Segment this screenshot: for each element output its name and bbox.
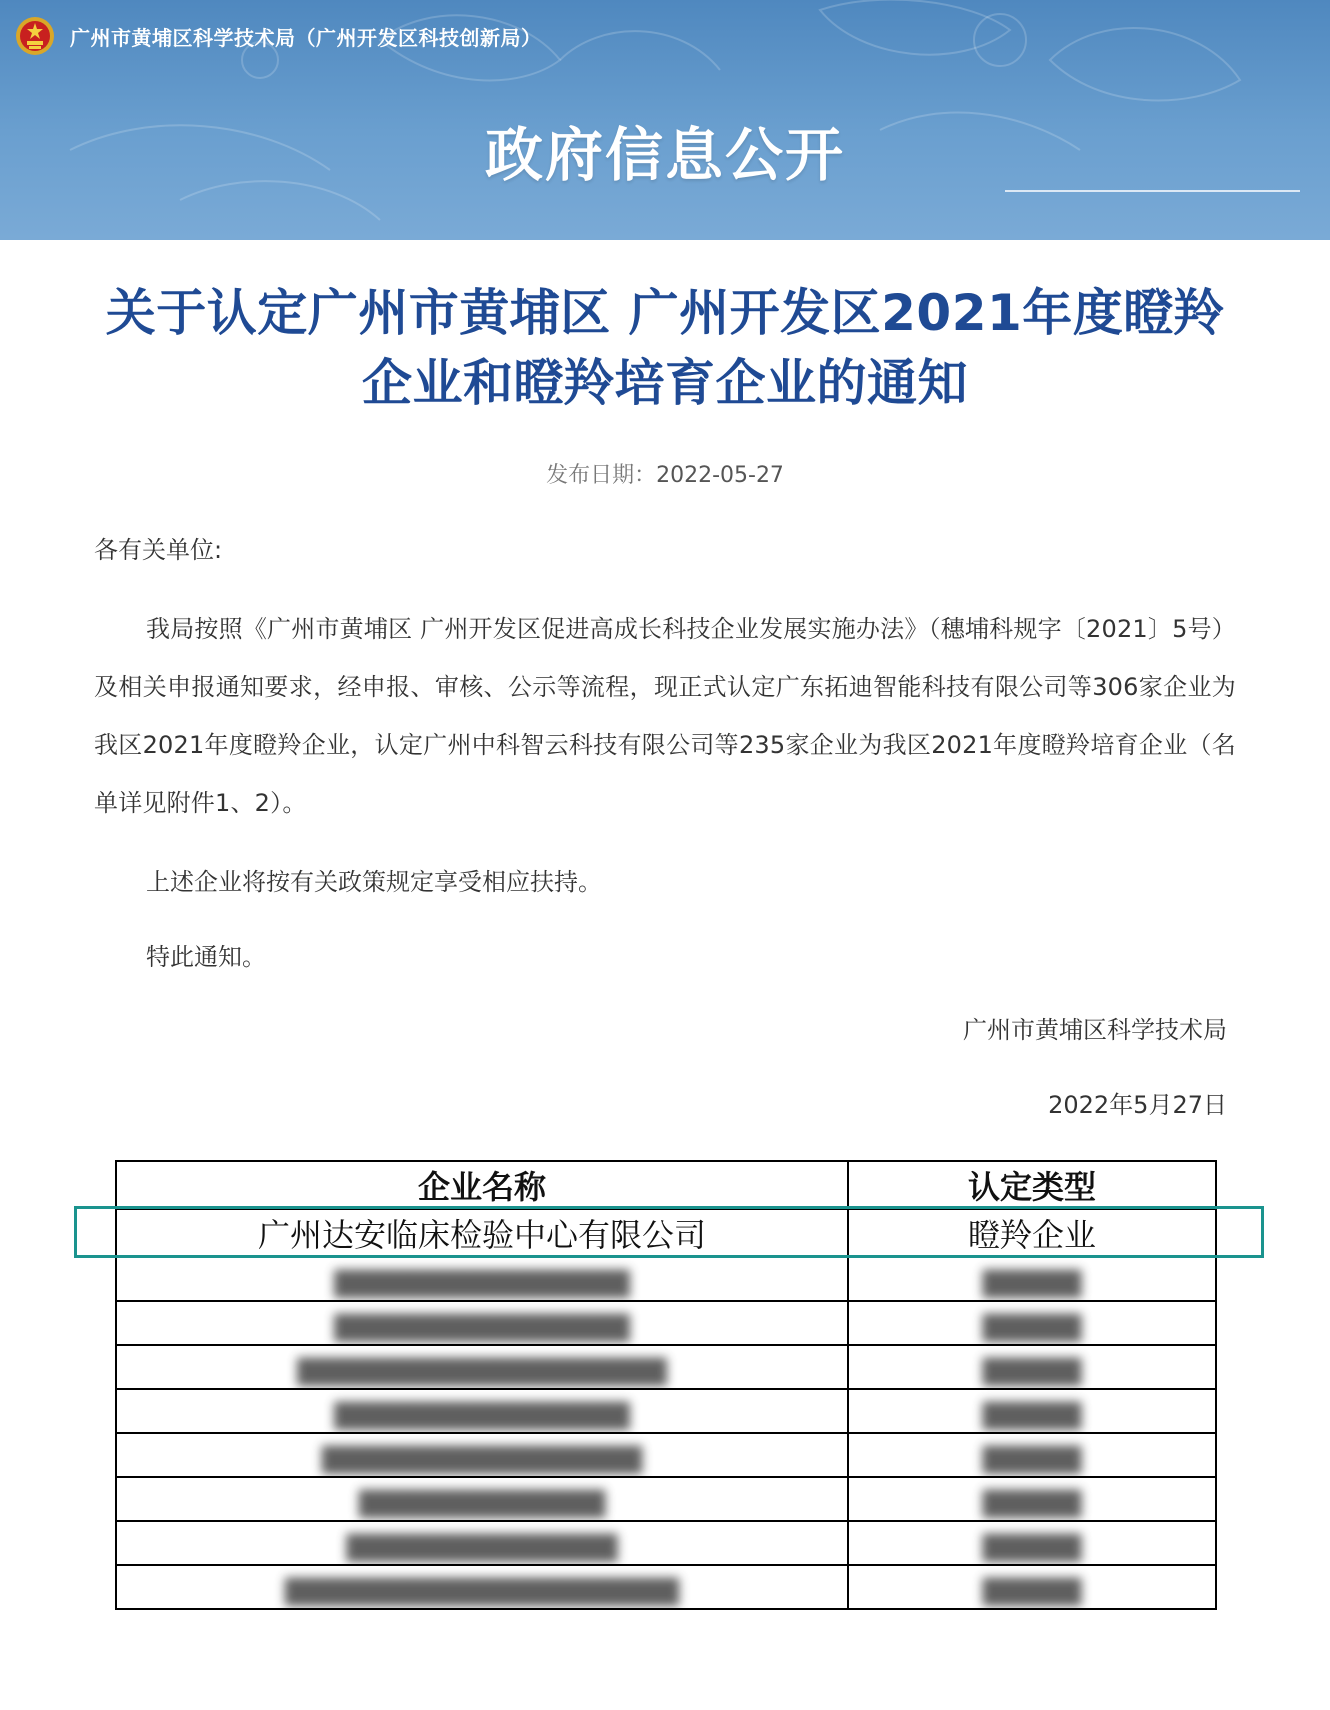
article-title	[60, 278, 1270, 418]
publish-date-value: 2022-05-27	[656, 463, 784, 488]
blurred-content: ▆▆▆▆	[982, 1568, 1082, 1606]
section-title: 政府信息公开	[484, 121, 845, 189]
article-title-line2: 企业和瞪羚培育企业的通知	[362, 354, 968, 412]
blurred-content: ▆▆▆▆	[982, 1436, 1082, 1474]
blurred-type-cell	[848, 1301, 1216, 1345]
blurred-content: ▆▆▆▆▆▆▆▆▆▆▆▆▆▆▆▆	[285, 1568, 679, 1606]
table-header-row	[116, 1161, 1216, 1209]
blurred-type-cell	[848, 1257, 1216, 1301]
blurred-content: ▆▆▆▆▆▆▆▆▆▆▆▆	[334, 1392, 630, 1430]
publish-date	[0, 458, 1330, 489]
blurred-content: ▆▆▆▆	[982, 1348, 1082, 1386]
salutation: 各有关单位:	[94, 536, 223, 564]
blurred-company-cell	[116, 1433, 848, 1477]
article-title-line1: 关于认定广州市黄埔区 广州开发区2021年度瞪羚	[105, 284, 1225, 342]
company-name-cell: 广州达安临床检验中心有限公司	[116, 1209, 848, 1257]
table-row-blurred	[116, 1345, 1216, 1389]
blurred-company-cell	[116, 1521, 848, 1565]
blurred-content: ▆▆▆▆▆▆▆▆▆▆▆▆	[334, 1260, 630, 1298]
blurred-company-cell	[116, 1301, 848, 1345]
table-row-blurred	[116, 1521, 1216, 1565]
blurred-type-cell	[848, 1389, 1216, 1433]
blurred-content: ▆▆▆▆▆▆▆▆▆▆▆▆	[334, 1304, 630, 1342]
table-row-blurred	[116, 1433, 1216, 1477]
table-row-blurred	[116, 1389, 1216, 1433]
blurred-content: ▆▆▆▆▆▆▆▆▆▆▆	[346, 1524, 618, 1562]
enterprise-table	[115, 1160, 1217, 1610]
blurred-content: ▆▆▆▆	[982, 1260, 1082, 1298]
table-row-highlighted	[116, 1209, 1216, 1257]
blurred-content: ▆▆▆▆▆▆▆▆▆▆▆▆▆▆▆	[297, 1348, 667, 1386]
blurred-content: ▆▆▆▆▆▆▆▆▆▆	[358, 1480, 606, 1518]
blurred-company-cell	[116, 1345, 848, 1389]
blurred-content: ▆▆▆▆▆▆▆▆▆▆▆▆▆	[322, 1436, 642, 1474]
body-paragraph-2: 上述企业将按有关政策规定享受相应扶持。	[146, 868, 602, 896]
body-paragraph-3: 特此通知。	[146, 943, 266, 971]
blurred-type-cell	[848, 1565, 1216, 1609]
blurred-company-cell	[116, 1477, 848, 1521]
header-company-name: 企业名称	[116, 1161, 848, 1209]
banner-divider	[1005, 190, 1300, 192]
signature-date: 2022年5月27日	[1048, 1091, 1227, 1119]
table-row-blurred	[116, 1257, 1216, 1301]
table-row-blurred	[116, 1477, 1216, 1521]
table-row-blurred	[116, 1565, 1216, 1609]
national-emblem-icon	[15, 16, 55, 56]
blurred-content: ▆▆▆▆	[982, 1304, 1082, 1342]
blurred-type-cell	[848, 1433, 1216, 1477]
blurred-company-cell	[116, 1257, 848, 1301]
blurred-company-cell	[116, 1565, 848, 1609]
body-paragraph-1: 我局按照《广州市黄埔区 广州开发区促进高成长科技企业发展实施办法》（穗埔科规字〔2021〕5号）及相关申报通知要求，经申报、审核、公示等流程，现正式认定广东拓迪智能科技有限公司等306家企业为我区2021年度瞪羚企业，认定广州中科智云科技有限公司等235家企业为我区2021年度瞪羚培育企业（名单详见附件1、2）。	[94, 615, 1236, 817]
header-certification-type: 认定类型	[848, 1161, 1216, 1209]
publish-date-label: 发布日期：	[546, 463, 657, 488]
certification-type-cell: 瞪羚企业	[848, 1209, 1216, 1257]
signature-organization: 广州市黄埔区科学技术局	[963, 1016, 1227, 1044]
bureau-name[interactable]: 广州市黄埔区科学技术局（广州开发区科技创新局）	[70, 26, 542, 50]
blurred-content: ▆▆▆▆	[982, 1392, 1082, 1430]
blurred-company-cell	[116, 1389, 848, 1433]
blurred-content: ▆▆▆▆	[982, 1480, 1082, 1518]
blurred-type-cell	[848, 1345, 1216, 1389]
table-row-blurred	[116, 1301, 1216, 1345]
blurred-type-cell	[848, 1521, 1216, 1565]
blurred-content: ▆▆▆▆	[982, 1524, 1082, 1562]
header-banner	[0, 0, 1330, 240]
blurred-type-cell	[848, 1477, 1216, 1521]
